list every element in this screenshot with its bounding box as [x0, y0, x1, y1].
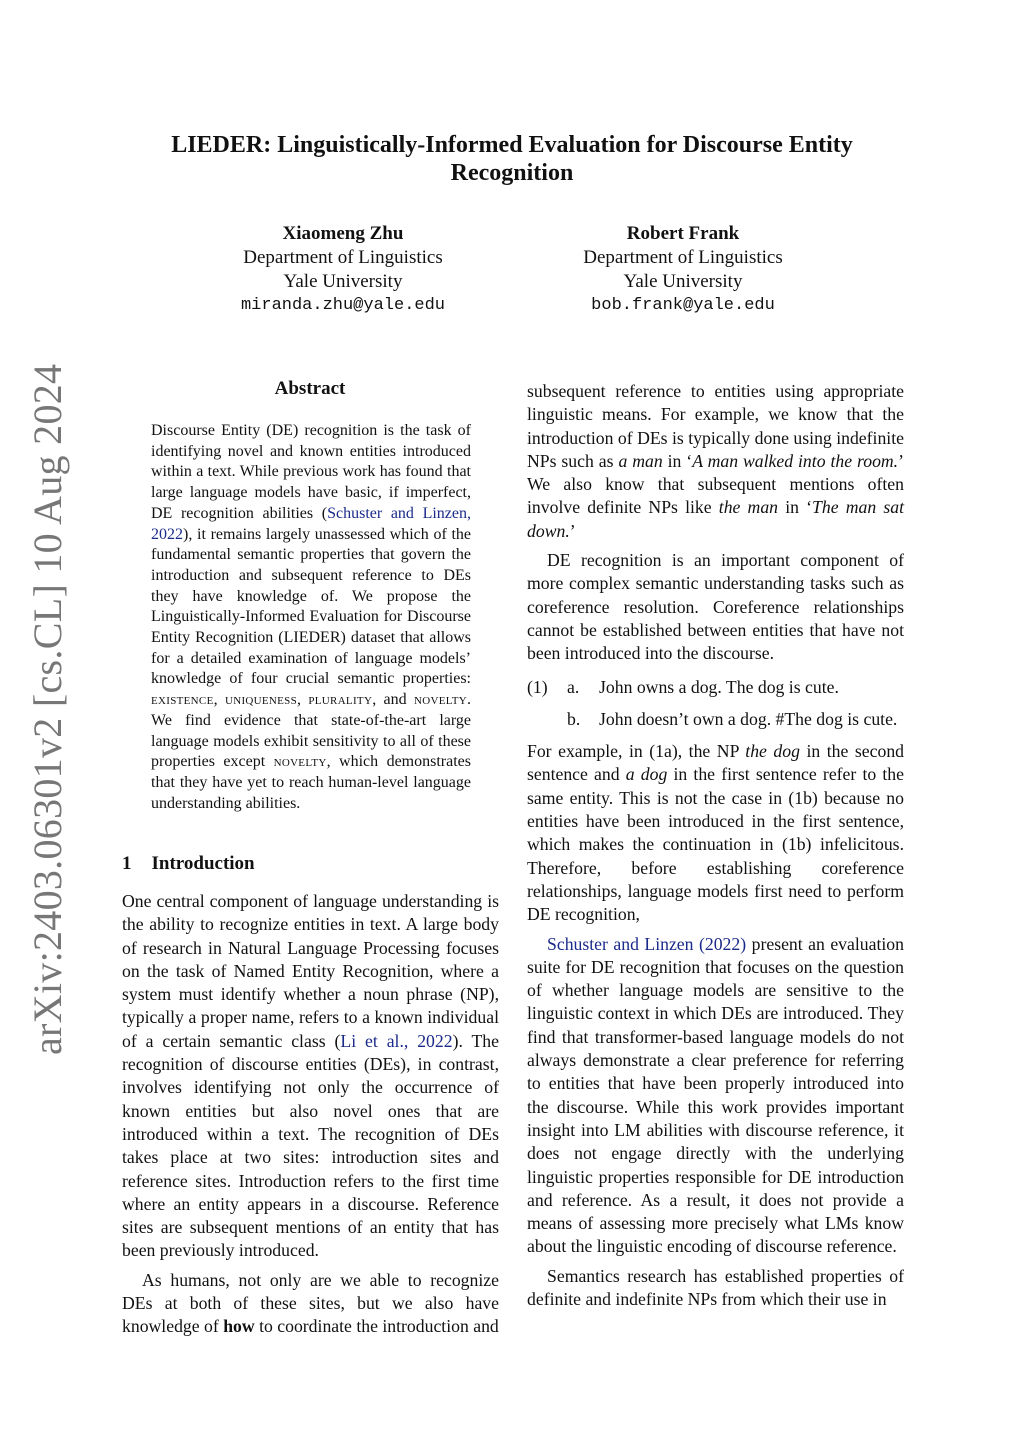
example-item-b — [527, 708, 904, 731]
abstract-body — [151, 421, 471, 814]
right-column-body — [527, 380, 904, 1311]
linguistic-example — [527, 676, 904, 732]
body-paragraph: One central component of language understanding is the ability to recognize entities in text. A large body of research in Natural Language Processing focuses on the task of Named Entity Recognition, where a system must identify whether a noun phrase (NP), typically a proper name, refers to a known individual of a certain semantic class (Li et al., 2022). The recognition of discourse entities (DEs), in contrast, involves identifying not only the occurrence of known entities but also novel ones that are introduced within a text. The recognition of DEs takes place at two sites: introduction sites and reference sites. Introduction refers to the first time where an entity appears in a discourse. Reference sites are subsequent mentions of an entity that has been previously introduced. — [122, 891, 499, 1261]
abstract-heading: Abstract — [274, 378, 346, 399]
author-email[interactable]: miranda.zhu@yale.edu — [240, 296, 446, 315]
example-item-a — [527, 676, 904, 699]
body-paragraph: As humans, not only are we able to recognize DEs at both of these sites, but we also have knowledge of how to coordinate the introduction and — [122, 1269, 499, 1337]
citation-link[interactable]: Schuster and Linzen (2022) — [547, 933, 747, 954]
body-paragraph: Schuster and Linzen (2022) present an evaluation suite for DE recognition that focuses on the question of whether language models are sensitive to the linguistic context in which DEs are introduced. They find that transformer-based language models do not always demonstrate a clear preference for referring to entities that have been properly introduced into the discourse. While this work provides important insight into LM abilities with discourse reference, it does not engage directly with the underlying linguistic properties responsible for DE introduction and reference. As a result, it does not provide a means of assessing more precisely what LMs know about the linguistic encoding of discourse reference. — [527, 933, 904, 1257]
example-label: b. — [567, 708, 581, 729]
citation-link[interactable]: Schuster and Linzen, 2022 — [151, 504, 471, 543]
title-line-1: LIEDER: Linguistically-Informed Evaluation for Discourse Entity — [171, 132, 853, 158]
title-line-2: Recognition — [450, 160, 574, 186]
body-paragraph: For example, in (1a), the NP the dog in the second sentence and a dog in the first sentence refer to the same entity. This is not the case in (1b) because no entities have been introduced in the first sentence, which makes the continuation in (1b) infelicitous. Therefore, before establishing coreference relationships, language models first need to perform DE recognition, — [527, 741, 905, 925]
abstract-paragraph: Discourse Entity (DE) recognition is the task of identifying novel and known entities introduced within a text. While previous work has found that large language models have basic, if imperfect, DE recognition abilities (Schuster and Linzen, 2022), it remains largely unassessed which of the fundamental semantic properties that govern the introduction and subsequent reference to DEs they have knowledge of. We propose the Linguistically-Informed Evaluation for Discourse Entity Recognition (LIEDER) dataset that allows for a detailed examination of language models’ knowledge of four crucial semantic properties: existence, uniqueness, plurality, and novelty. We find evidence that state-of-the-art large language models exhibit sensitivity to all of these properties except novelty, which demonstrates that they have yet to reach human-level language understanding abilities. — [151, 422, 472, 812]
author-block-1 — [193, 222, 493, 318]
example-text: John owns a dog. The dog is cute. — [599, 676, 839, 697]
section-number: 1 — [122, 853, 132, 874]
author-name: Robert Frank — [626, 223, 740, 244]
paper-title — [100, 131, 924, 187]
author-department: Department of Linguistics — [243, 247, 443, 268]
citation-link[interactable]: Li et al., 2022 — [340, 1030, 453, 1051]
arxiv-identifier: arXiv:2403.06301v2 [cs.CL] 10 Aug 2024 — [25, 363, 70, 1055]
example-number: (1) — [527, 676, 548, 697]
body-paragraph: Semantics research has established properties of definite and indefinite NPs from which their use in — [527, 1265, 904, 1309]
example-text: John doesn’t own a dog. #The dog is cute. — [599, 708, 898, 729]
example-label: a. — [567, 676, 580, 697]
author-university: Yale University — [623, 271, 743, 292]
section-heading — [122, 853, 255, 875]
author-university: Yale University — [283, 271, 403, 292]
left-column-body — [122, 890, 499, 1339]
author-email[interactable]: bob.frank@yale.edu — [591, 296, 775, 315]
section-title: Introduction — [151, 853, 255, 874]
body-paragraph: subsequent reference to entities using appropriate linguistic means. For example, we know that the introduction of DEs is typically done using indefinite NPs such as a man in ‘A man walked into the room.’ We also know that subsequent mentions often involve definite NPs like the man in ‘The man sat down.’ — [527, 381, 905, 541]
author-department: Department of Linguistics — [583, 247, 783, 268]
author-block-2 — [533, 222, 833, 318]
body-paragraph: DE recognition is an important component of more complex semantic understanding tasks such as coreference resolution. Coreference relationships cannot be established between entities that have not been introduced into the discourse. — [527, 550, 904, 664]
author-name: Xiaomeng Zhu — [282, 223, 404, 244]
